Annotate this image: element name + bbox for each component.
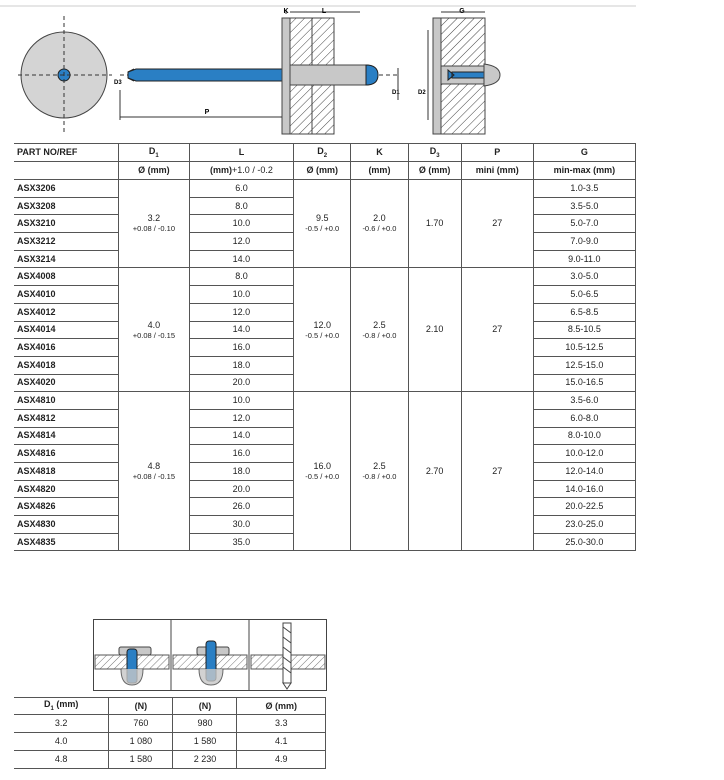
table-row: [14, 392, 636, 410]
grip-range-cell: 1.0-3.5: [533, 180, 635, 198]
force-shear-cell: 760: [109, 715, 173, 733]
length-cell: 30.0: [189, 516, 293, 534]
length-cell: 14.0: [189, 250, 293, 268]
d2-cell-tolerance: -0.5 / +0.0: [305, 330, 340, 340]
grip-range-cell: 14.0-16.0: [533, 480, 635, 498]
part-no-cell: ASX4814: [14, 427, 118, 445]
length-cell: 14.0: [189, 321, 293, 339]
d2-cell-tolerance: -0.5 / +0.0: [305, 224, 340, 234]
table-row: [14, 268, 636, 286]
k-cell-tolerance: -0.8 / +0.0: [362, 472, 397, 482]
rivet-force-table: [14, 697, 326, 769]
force-header-d1: [14, 698, 109, 715]
part-no-cell: ASX4810: [14, 392, 118, 410]
force-header-row: [14, 698, 326, 715]
length-cell: 20.0: [189, 374, 293, 392]
length-cell: 10.0: [189, 392, 293, 410]
grip-range-cell: 25.0-30.0: [533, 533, 635, 551]
part-no-cell: ASX4830: [14, 516, 118, 534]
length-cell: 18.0: [189, 463, 293, 481]
units-l-main: (mm): [210, 165, 233, 175]
length-cell: 6.0: [189, 180, 293, 198]
d1-cell-value: 3.2: [147, 213, 161, 224]
d3-cell: [408, 392, 461, 551]
diagram-label-k: K: [283, 8, 289, 15]
header-d1-text: D: [148, 145, 156, 156]
diagram-label-g: G: [459, 8, 465, 15]
part-no-cell: ASX4812: [14, 409, 118, 427]
p-cell: [461, 392, 533, 551]
length-cell: 12.0: [189, 303, 293, 321]
rivet-side-view: [114, 8, 400, 134]
grip-range-cell: 12.5-15.0: [533, 356, 635, 374]
diagram-label-d1: D1: [392, 90, 400, 96]
force-header-d1-text: D: [44, 699, 51, 710]
p-cell-value: 27: [492, 465, 503, 476]
length-cell: 14.0: [189, 427, 293, 445]
units-d2: Ø (mm): [294, 162, 351, 180]
length-cell: 35.0: [189, 533, 293, 551]
grip-range-cell: 8.5-10.5: [533, 321, 635, 339]
d1-cell: [118, 180, 189, 268]
d1-cell-value: 4.0: [147, 319, 161, 330]
d2-cell: [294, 180, 351, 268]
units-g: min-max (mm): [533, 162, 635, 180]
k-cell-value: 2.5: [373, 319, 386, 330]
units-l-tol: +1.0 / -0.2: [232, 165, 273, 175]
d1-cell: [118, 392, 189, 551]
part-no-cell: ASX4820: [14, 480, 118, 498]
part-no-cell: ASX4826: [14, 498, 118, 516]
grip-range-cell: 10.5-12.5: [533, 339, 635, 357]
grip-range-cell: 8.0-10.0: [533, 427, 635, 445]
length-cell: 10.0: [189, 215, 293, 233]
d2-cell-value: 9.5: [315, 213, 329, 224]
k-cell: [351, 268, 408, 392]
part-no-cell: ASX4835: [14, 533, 118, 551]
force-d1-cell: 4.0: [14, 733, 109, 751]
header-l: L: [189, 144, 293, 162]
header-part-no: PART NO/REF: [14, 144, 118, 162]
part-no-cell: ASX3212: [14, 233, 118, 251]
part-no-cell: ASX4818: [14, 463, 118, 481]
p-cell-value: 27: [492, 218, 503, 229]
spec-units-row: [14, 162, 636, 180]
grip-range-cell: 5.0-6.5: [533, 286, 635, 304]
spec-table-body: [14, 180, 636, 551]
grip-range-cell: 5.0-7.0: [533, 215, 635, 233]
force-d1-cell: 3.2: [14, 715, 109, 733]
rivet-dimension-diagram: [0, 0, 724, 142]
part-no-cell: ASX4014: [14, 321, 118, 339]
rivet-end-view: [18, 16, 112, 134]
length-cell: 8.0: [189, 268, 293, 286]
force-header-d1-sub: 1: [50, 705, 54, 712]
units-p: mini (mm): [461, 162, 533, 180]
grip-range-cell: 10.0-12.0: [533, 445, 635, 463]
force-header-drill: Ø (mm): [237, 698, 326, 715]
part-no-cell: ASX3210: [14, 215, 118, 233]
d2-cell-value: 12.0: [313, 319, 331, 330]
grip-range-cell: 23.0-25.0: [533, 516, 635, 534]
k-cell-tolerance: -0.6 / +0.0: [362, 224, 397, 234]
grip-range-cell: 6.0-8.0: [533, 409, 635, 427]
d3-cell: [408, 180, 461, 268]
installation-steps-illustration: [93, 619, 327, 691]
d2-cell: [294, 392, 351, 551]
header-d1: [118, 144, 189, 162]
d1-cell-value: 4.8: [147, 461, 161, 472]
force-drill-cell: 4.9: [237, 751, 326, 769]
length-cell: 12.0: [189, 409, 293, 427]
length-cell: 16.0: [189, 445, 293, 463]
grip-range-cell: 3.0-5.0: [533, 268, 635, 286]
grip-range-cell: 12.0-14.0: [533, 463, 635, 481]
force-tensile-cell: 1 580: [173, 733, 237, 751]
header-d2-sub: 2: [323, 152, 328, 159]
force-tensile-cell: 980: [173, 715, 237, 733]
k-cell: [351, 180, 408, 268]
force-drill-cell: 3.3: [237, 715, 326, 733]
rivet-spec-table: [14, 143, 636, 551]
d1-cell: [118, 268, 189, 392]
d1-cell-tolerance: +0.08 / -0.10: [132, 224, 176, 234]
length-cell: 18.0: [189, 356, 293, 374]
grip-range-cell: 20.0-22.5: [533, 498, 635, 516]
header-d2: [294, 144, 351, 162]
part-no-cell: ASX4008: [14, 268, 118, 286]
length-cell: 20.0: [189, 480, 293, 498]
grip-range-cell: 3.5-5.0: [533, 197, 635, 215]
k-cell-value: 2.5: [373, 461, 386, 472]
grip-range-cell: 15.0-16.5: [533, 374, 635, 392]
header-d2-text: D: [317, 145, 324, 156]
units-d1: Ø (mm): [118, 162, 189, 180]
k-cell-tolerance: -0.8 / +0.0: [362, 330, 397, 340]
header-d1-sub: 1: [155, 152, 159, 159]
diagram-label-p: P: [204, 109, 210, 116]
header-d3-text: D: [429, 145, 437, 156]
p-cell: [461, 268, 533, 392]
part-no-cell: ASX4018: [14, 356, 118, 374]
length-cell: 12.0: [189, 233, 293, 251]
part-no-cell: ASX4012: [14, 303, 118, 321]
force-shear-cell: 1 080: [109, 733, 173, 751]
grip-range-cell: 7.0-9.0: [533, 233, 635, 251]
d3-cell-value: 1.70: [425, 218, 444, 229]
force-drill-cell: 4.1: [237, 733, 326, 751]
table-row: [14, 180, 636, 198]
d3-cell-value: 2.70: [425, 465, 444, 476]
header-g: G: [533, 144, 635, 162]
force-header-tensile: (N): [173, 698, 237, 715]
table-row: [14, 715, 326, 733]
part-no-cell: ASX4016: [14, 339, 118, 357]
part-no-cell: ASX3206: [14, 180, 118, 198]
units-part-blank: [14, 162, 118, 180]
k-cell-value: 2.0: [373, 213, 386, 224]
force-header-d1-unit: (mm): [53, 699, 79, 710]
units-k: (mm): [351, 162, 408, 180]
part-no-cell: ASX3214: [14, 250, 118, 268]
p-cell: [461, 180, 533, 268]
diagram-label-d3: D3: [114, 80, 122, 86]
part-no-cell: ASX4020: [14, 374, 118, 392]
part-no-cell: ASX3208: [14, 197, 118, 215]
diagram-label-l: L: [321, 8, 327, 15]
d2-cell-value: 16.0: [313, 461, 331, 472]
d1-cell-tolerance: +0.08 / -0.15: [132, 472, 176, 482]
force-table-body: [14, 715, 326, 769]
d3-cell-value: 2.10: [425, 324, 444, 335]
d2-cell: [294, 268, 351, 392]
d3-cell: [408, 268, 461, 392]
header-d3: [408, 144, 461, 162]
header-p: P: [461, 144, 533, 162]
units-d3: Ø (mm): [408, 162, 461, 180]
d2-cell-tolerance: -0.5 / +0.0: [305, 472, 340, 482]
d1-cell-tolerance: +0.08 / -0.15: [132, 330, 176, 340]
grip-range-cell: 9.0-11.0: [533, 250, 635, 268]
force-shear-cell: 1 580: [109, 751, 173, 769]
grip-range-cell: 3.5-6.0: [533, 392, 635, 410]
part-no-cell: ASX4010: [14, 286, 118, 304]
units-l: [189, 162, 293, 180]
k-cell: [351, 392, 408, 551]
header-d3-sub: 3: [436, 152, 440, 159]
header-k: K: [351, 144, 408, 162]
table-row: [14, 751, 326, 769]
force-tensile-cell: 2 230: [173, 751, 237, 769]
rivet-installed-view: [418, 8, 500, 134]
grip-range-cell: 6.5-8.5: [533, 303, 635, 321]
length-cell: 26.0: [189, 498, 293, 516]
part-no-cell: ASX4816: [14, 445, 118, 463]
table-row: [14, 733, 326, 751]
length-cell: 10.0: [189, 286, 293, 304]
length-cell: 16.0: [189, 339, 293, 357]
p-cell-value: 27: [492, 324, 503, 335]
force-d1-cell: 4.8: [14, 751, 109, 769]
spec-header-row: [14, 144, 636, 162]
force-header-shear: (N): [109, 698, 173, 715]
diagram-label-d2: D2: [418, 90, 426, 96]
length-cell: 8.0: [189, 197, 293, 215]
